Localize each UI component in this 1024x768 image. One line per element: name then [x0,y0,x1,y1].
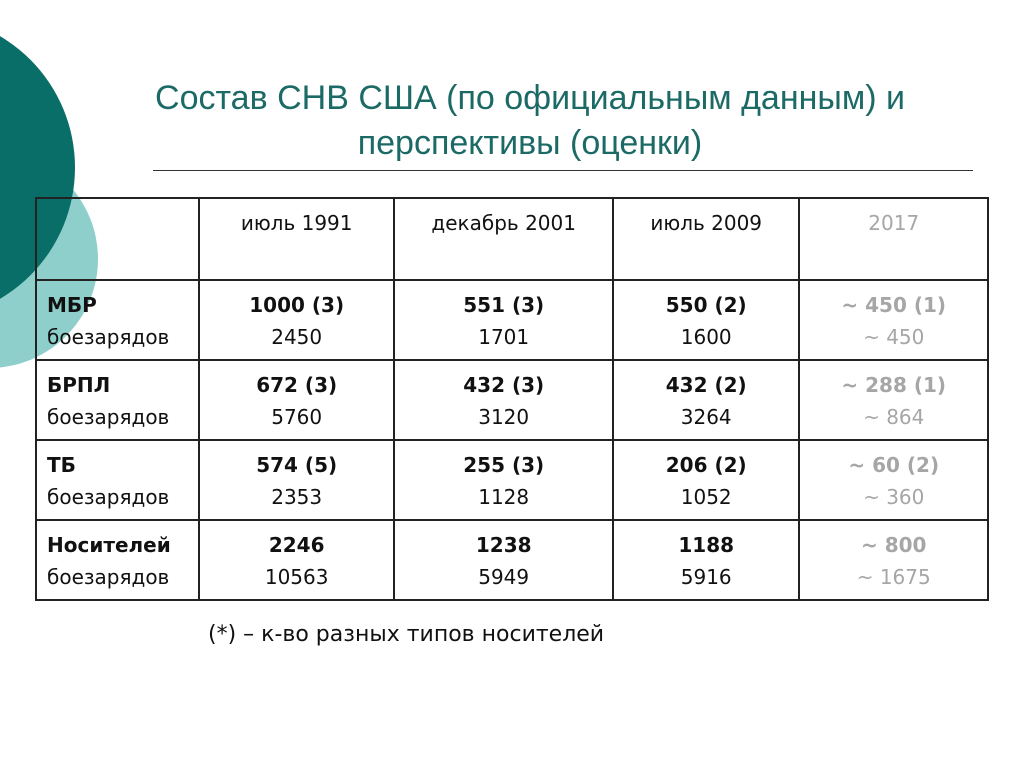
footnote: (*) – к-во разных типов носителей [208,622,605,647]
header-cell-empty [36,198,199,280]
cell-main: 255 (3) [463,453,545,477]
cell-main: 672 (3) [256,373,338,397]
cell-sub: 1600 [680,325,732,349]
cell-sub: ~ 450 [863,325,925,349]
cell-main: 574 (5) [256,453,338,477]
table-cell [613,520,800,600]
cell-sub: 1701 [478,325,530,349]
table-row-carriers-total [36,520,988,600]
table-cell-projection [799,520,988,600]
table-cell [199,440,395,520]
table-row-icbm [36,280,988,360]
cell-main: 1000 (3) [249,293,345,317]
cell-sub: 10563 [264,565,329,589]
table-cell [613,440,800,520]
table-cell-projection [799,360,988,440]
cell-sub: 5916 [680,565,732,589]
row-label-sub: боезарядов [47,485,170,509]
row-label-sub: боезарядов [47,405,170,429]
cell-sub: ~ 864 [863,405,925,429]
cell-sub: ~ 1675 [856,565,931,589]
slide-title-line-1: Состав СНВ США (по официальным данным) и [155,79,905,117]
table-cell [613,360,800,440]
table-row-slbm [36,360,988,440]
row-label-name: МБР [47,293,97,317]
slide-title [100,76,960,166]
table-cell [394,440,613,520]
table-row-heavy-bombers [36,440,988,520]
cell-main: 432 (3) [463,373,545,397]
table-header-row [36,198,988,280]
table-cell [199,360,395,440]
table-cell-projection [799,280,988,360]
cell-main: ~ 800 [861,533,927,557]
cell-main: 432 (2) [665,373,747,397]
table-cell [199,280,395,360]
row-label [36,360,199,440]
header-cell-july-1991: июль 1991 [199,198,395,280]
table-cell [199,520,395,600]
cell-main: 1238 [475,533,532,557]
header-cell-december-2001: декабрь 2001 [394,198,613,280]
table-cell [394,280,613,360]
cell-sub: ~ 360 [863,485,925,509]
row-label [36,440,199,520]
cell-main: 550 (2) [665,293,747,317]
cell-sub: 2450 [271,325,323,349]
row-label-sub: боезарядов [47,325,170,349]
header-cell-2017: 2017 [799,198,988,280]
table-cell-projection [799,440,988,520]
row-label [36,280,199,360]
cell-sub: 1052 [680,485,732,509]
table-cell [394,520,613,600]
cell-sub: 3120 [478,405,530,429]
cell-main: ~ 288 (1) [841,373,947,397]
row-label-name: Носителей [47,533,171,557]
cell-main: ~ 60 (2) [848,453,940,477]
cell-main: 1188 [678,533,735,557]
cell-main: 2246 [268,533,325,557]
cell-sub: 3264 [680,405,732,429]
title-divider [153,170,973,171]
header-cell-july-2009: июль 2009 [613,198,800,280]
cell-main: ~ 450 (1) [841,293,947,317]
cell-main: 551 (3) [463,293,545,317]
row-label-sub: боезарядов [47,565,170,589]
cell-sub: 5760 [271,405,323,429]
table-cell [394,360,613,440]
row-label-name: ТБ [47,453,76,477]
forces-table [35,197,989,601]
cell-main: 206 (2) [665,453,747,477]
table-cell [613,280,800,360]
cell-sub: 2353 [271,485,323,509]
cell-sub: 1128 [478,485,530,509]
row-label-name: БРПЛ [47,373,111,397]
slide-title-line-2: перспективы (оценки) [357,124,703,162]
cell-sub: 5949 [478,565,530,589]
row-label [36,520,199,600]
